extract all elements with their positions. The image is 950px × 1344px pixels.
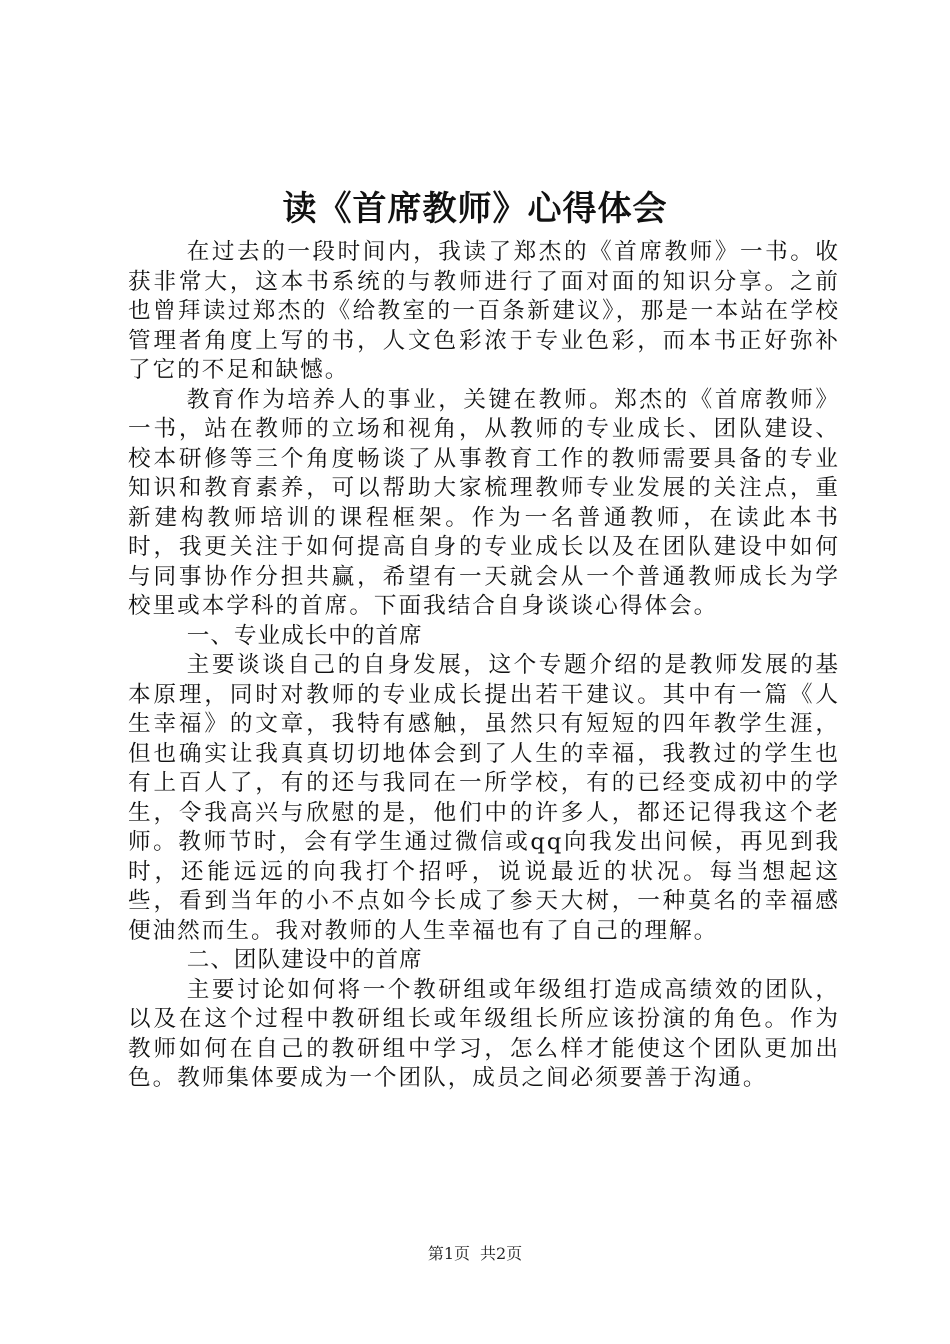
paragraph-education: 教育作为培养人的事业，关键在教师。郑杰的《首席教师》一书，站在教师的立场和视角，从教师的专业成长、团队建设、校本研修等三个角度畅谈了从事教育工作的教师需要具备的专业知识和教育素养，可以帮助大家梳理教师专业发展的关注点，重新建构教师培训的课程框架。作为一名普通教师，在读此本书时，我更关注于如何提高自身的专业成长以及在团队建设中如何与同事协作分担共赢，希望有一天就会从一个普通教师成长为学校里或本学科的首席。下面我结合自身谈谈心得体会。 — [128, 386, 840, 619]
section-heading-team-building: 二、团队建设中的首席 — [186, 947, 423, 973]
page-number: 第1页 — [427, 1244, 470, 1263]
paragraph-intro: 在过去的一段时间内，我读了郑杰的《首席教师》一书。收获非常大，这本书系统的与教师进行了面对面的知识分享。之前也曾拜读过郑杰的《给教室的一百条新建议》，那是一本站在学校管理者角度上写的书，人文色彩浓于专业色彩，而本书正好弥补了它的不足和缺憾。 — [128, 239, 840, 383]
section-heading-professional-growth: 一、专业成长中的首席 — [186, 622, 423, 649]
paragraph-team-building: 主要讨论如何将一个教研组或年级组打造成高绩效的团队，以及在这个过程中教研组长或年级组长所应该扮演的角色。作为教师如何在自己的教研组中学习，怎么样才能使这个团队更加出色。教师集体要成为一个团队，成员之间必须要善于沟通。 — [128, 976, 840, 1091]
page-total: 共2页 — [480, 1244, 523, 1263]
page-footer — [0, 1244, 950, 1264]
document-body — [128, 238, 840, 1094]
paragraph-professional-growth: 主要谈谈自己的自身发展，这个专题介绍的是教师发展的基本原理，同时对教师的专业成长提出若干建议。其中有一篇《人生幸福》的文章，我特有感触，虽然只有短短的四年教学生涯，但也确实让我真真切切地体会到了人生的幸福，我教过的学生也有上百人了，有的还与我同在一所学校，有的已经变成初中的学生，令我高兴与欣慰的是，他们中的许多人，都还记得我这个老师。教师节时，会有学生通过微信或qq向我发出问候，再见到我时，还能远远的向我打个招呼，说说最近的状况。每当想起这些，看到当年的小不点如今长成了参天大树，一种莫名的幸福感便油然而生。我对教师的人生幸福也有了自己的理解。 — [128, 652, 840, 944]
document-title: 读《首席教师》心得体会 — [282, 189, 668, 229]
